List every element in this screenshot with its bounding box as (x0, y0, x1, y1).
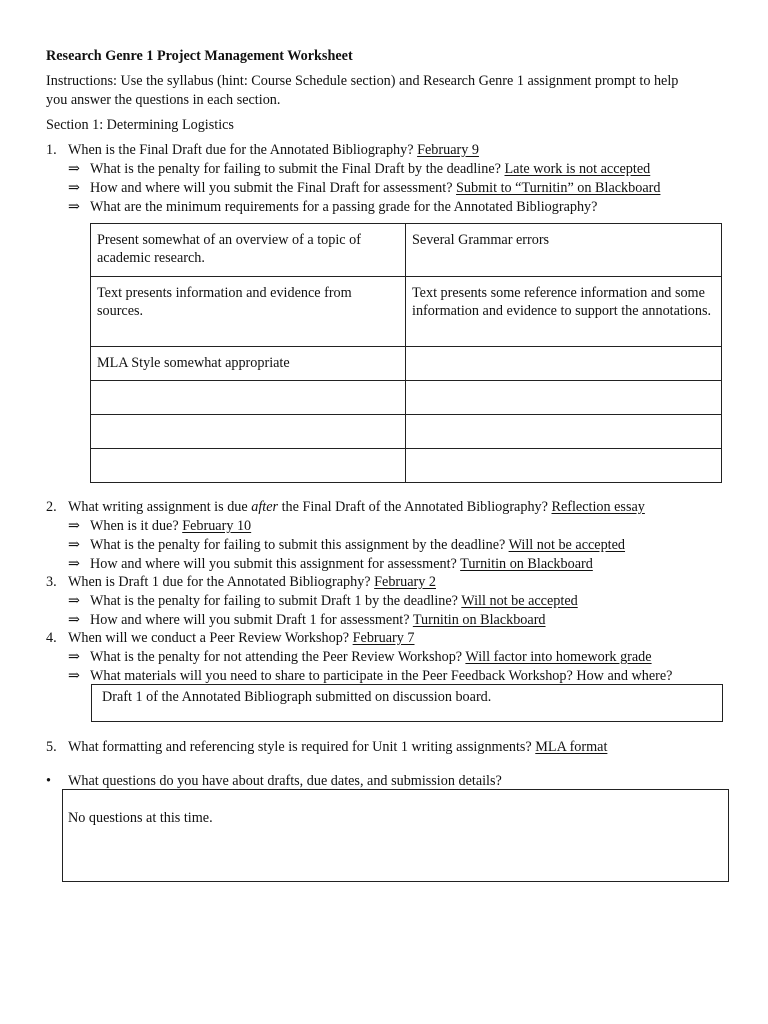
question-number: 1. (46, 142, 57, 158)
question-text: What questions do you have about drafts, due dates, and submission details? (68, 773, 502, 789)
sub-question-text: When is it due? (90, 518, 179, 534)
answer-text: Turnitin on Blackboard (460, 556, 593, 572)
arrow-icon: ⇒ (68, 199, 80, 215)
questions-answer-box[interactable] (62, 789, 729, 882)
arrow-icon: ⇒ (68, 537, 80, 553)
table-row (91, 381, 722, 415)
arrow-icon: ⇒ (68, 593, 80, 609)
answer-text: Will not be accepted (508, 537, 626, 553)
answer-text: Turnitin on Blackboard (412, 612, 546, 628)
answer-text: February 10 (182, 518, 252, 534)
table-cell (91, 381, 406, 415)
sub-question-text: What are the minimum requirements for a passing grade for the Annotated Bibliography? (90, 199, 598, 215)
table-cell (406, 415, 722, 449)
arrow-icon: ⇒ (68, 556, 80, 572)
table-row (91, 347, 722, 381)
sub-question-text: What is the penalty for failing to submit Draft 1 by the deadline? (90, 593, 458, 609)
sub-question-text: What is the penalty for failing to submit the Final Draft by the deadline? (90, 161, 501, 177)
table-cell (406, 381, 722, 415)
table-cell: Text presents information and evidence from sources. (91, 277, 406, 347)
table-row (91, 449, 722, 483)
answer-box-text: Draft 1 of the Annotated Bibliograph submitted on discussion board. (102, 689, 492, 705)
table-cell: Several Grammar errors (406, 224, 722, 277)
table-cell (91, 449, 406, 483)
sub-question-text: How and where will you submit Draft 1 for assessment? (90, 612, 410, 628)
table-row (91, 415, 722, 449)
table-cell (406, 449, 722, 483)
bullet-icon: • (46, 773, 51, 789)
answer-text: February 2 (374, 574, 436, 590)
question-text-emphasis: after (251, 499, 279, 515)
arrow-icon: ⇒ (68, 668, 80, 684)
answer-text: Reflection essay (551, 499, 645, 515)
instructions-line-1: Instructions: Use the syllabus (hint: Course Schedule section) and Research Genre 1 assignment prompt to help (46, 73, 679, 89)
materials-answer-box[interactable] (91, 684, 723, 722)
question-text-after: the Final Draft of the Annotated Bibliography? (278, 499, 548, 515)
answer-text: Will not be accepted (461, 593, 578, 609)
sub-question-text: What is the penalty for failing to submit this assignment by the deadline? (90, 537, 506, 553)
sub-question-text: What is the penalty for not attending the Peer Review Workshop? (90, 649, 463, 665)
arrow-icon: ⇒ (68, 649, 80, 665)
section-heading: Section 1: Determining Logistics (46, 117, 234, 133)
arrow-icon: ⇒ (68, 518, 80, 534)
question-number: 4. (46, 630, 57, 646)
table-cell: Text presents some reference information and some information and evidence to support the annotations. (406, 277, 722, 347)
table-cell: MLA Style somewhat appropriate (91, 347, 406, 381)
question-text: When is the Final Draft due for the Annotated Bibliography? (68, 142, 414, 158)
question-text: When will we conduct a Peer Review Workshop? (68, 630, 350, 646)
answer-text: Late work is not accepted (504, 161, 651, 177)
arrow-icon: ⇒ (68, 612, 80, 628)
answer-text: Submit to “Turnitin” on Blackboard (456, 180, 661, 196)
question-text: When is Draft 1 due for the Annotated Bibliography? (68, 574, 371, 590)
arrow-icon: ⇒ (68, 180, 80, 196)
question-number: 3. (46, 574, 57, 590)
table-row (91, 224, 722, 277)
answer-text: Will factor into homework grade (465, 649, 652, 665)
sub-question-text: How and where will you submit the Final Draft for assessment? (90, 180, 453, 196)
instructions-line-2: you answer the questions in each section. (46, 92, 281, 108)
table-cell: Present somewhat of an overview of a topic of academic research. (91, 224, 406, 277)
answer-box-text: No questions at this time. (68, 810, 213, 826)
table-cell (406, 347, 722, 381)
sub-question-text: How and where will you submit this assignment for assessment? (90, 556, 457, 572)
arrow-icon: ⇒ (68, 161, 80, 177)
table-cell (91, 415, 406, 449)
answer-text: February 9 (417, 142, 479, 158)
question-text: What formatting and referencing style is required for Unit 1 writing assignments? (68, 739, 532, 755)
sub-question-text: What materials will you need to share to participate in the Peer Feedback Workshop? How and where? (90, 668, 673, 684)
table-row (91, 277, 722, 347)
answer-text: February 7 (352, 630, 415, 646)
worksheet-title: Research Genre 1 Project Management Worksheet (46, 48, 353, 64)
requirements-table (90, 223, 722, 483)
question-text-before: What writing assignment is due (68, 499, 252, 515)
question-number: 5. (46, 739, 57, 755)
question-number: 2. (46, 499, 57, 515)
answer-text: MLA format (535, 739, 608, 755)
